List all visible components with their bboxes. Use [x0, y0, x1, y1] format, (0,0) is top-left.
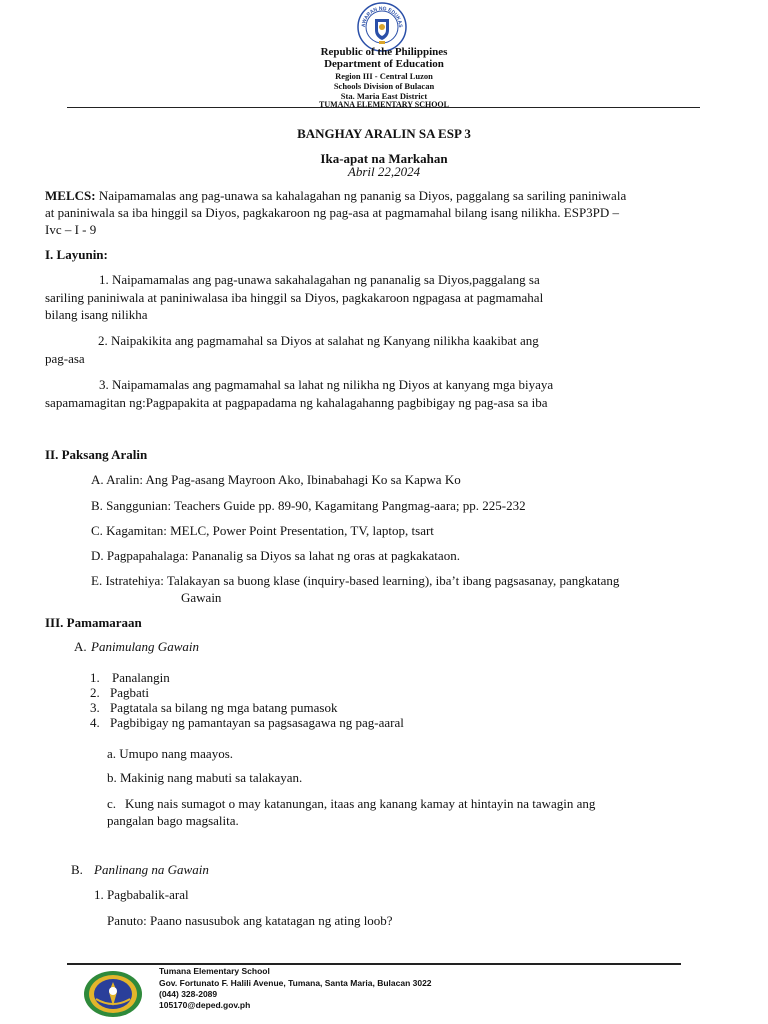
deped-seal-logo — [357, 2, 407, 52]
step-1-text: Panalangin — [112, 670, 170, 685]
melcs-label: MELCS: — [45, 188, 96, 203]
rule-a: a. Umupo nang maayos. — [107, 746, 234, 761]
rule-c-line-1: Kung nais sumagot o may katanungan, itaas ang kanang kamay at hintayin na tawagin ang — [125, 796, 596, 811]
header-district: Sta. Maria East District — [340, 91, 428, 101]
rule-c-line-2: pangalan bago magsalita. — [107, 813, 239, 828]
step-3-text: Pagtatala sa bilang ng mga batang pumasok — [110, 700, 338, 715]
header-republic: Republic of the Philippines — [320, 46, 448, 58]
header-region: Region III - Central Luzon — [335, 71, 433, 81]
footer-phone: (044) 328-2089 — [159, 989, 218, 999]
layunin-item-2-line-1: 2. Naipakikita ang pagmamahal sa Diyos at salahat ng Kanyang nilikha kaakibat ang — [98, 333, 539, 348]
panuto: Panuto: Paano nasusubok ang katatagan ng ating loob? — [107, 913, 393, 928]
paksang-aralin-b: B. Sanggunian: Teachers Guide pp. 89-90, Kagamitang Pangmag-aara; pp. 225-232 — [91, 498, 526, 513]
section-pamamaraan-heading: III. Pamamaraan — [45, 615, 142, 630]
header-divider — [67, 107, 700, 108]
paksang-aralin-a: A. Aralin: Ang Pag-asang Mayroon Ako, Ibinabahagi Ko sa Kapwa Ko — [91, 472, 461, 487]
melcs-line-2: at paniniwala sa iba hinggil sa Diyos, pagkakaroon ng pag-asa at pagmamahal bilang isang nilikha. ESP3PD – — [45, 205, 620, 220]
layunin-item-1-line-2: sariling paniniwala at paniniwalasa iba hinggil sa Diyos, pagkakaroon ngpagasa at pagmamahal — [45, 290, 544, 305]
layunin-item-1-line-1: 1. Naipamamalas ang pag-unawa sakahalagahan ng pananalig sa Diyos,paggalang sa — [99, 272, 540, 287]
melcs-text-1: Naipamamalas ang pag-unawa sa kahalagahan ng pananig sa Diyos, paggalang sa sariling paniniwala — [95, 188, 627, 203]
footer-address: Gov. Fortunato F. Halili Avenue, Tumana, Santa Maria, Bulacan 3022 — [159, 978, 432, 988]
step-1-number: 1. — [90, 670, 100, 685]
pamamaraan-a-title: Panimulang Gawain — [91, 639, 199, 654]
pagbabalik-aral: 1. Pagbabalik-aral — [94, 887, 189, 902]
lesson-date: Abril 22,2024 — [347, 164, 421, 179]
footer-school-name: Tumana Elementary School — [159, 966, 270, 976]
header-division: Schools Division of Bulacan — [333, 81, 435, 91]
section-layunin-heading: I. Layunin: — [45, 247, 108, 262]
step-3-number: 3. — [90, 700, 100, 715]
section-paksang-aralin-heading: II. Paksang Aralin — [45, 447, 148, 462]
paksang-aralin-e-line-1: E. Istratehiya: Talakayan sa buong klase (inquiry-based learning), iba’t ibang pagsasanay, pangkatang — [91, 573, 620, 588]
step-4-number: 4. — [90, 715, 100, 730]
school-logo — [82, 969, 144, 1019]
paksang-aralin-e-line-2: Gawain — [181, 590, 222, 605]
pamamaraan-b-label: B. — [71, 862, 83, 877]
rule-b: b. Makinig nang mabuti sa talakayan. — [107, 770, 303, 785]
header-department: Department of Education — [324, 58, 444, 70]
paksang-aralin-d: D. Pagpapahalaga: Pananalig sa Diyos sa lahat ng oras at pagkakataon. — [91, 548, 460, 563]
layunin-item-3-line-2: sapamamagitan ng:Pagpapakita at pagpapadama ng kahalagahanng pagbibigay ng pag-asa sa iba — [45, 395, 548, 410]
header-school: TUMANA ELEMENTARY SCHOOL — [319, 100, 449, 109]
melcs-line-3: Ivc – I - 9 — [45, 222, 97, 237]
step-4-text: Pagbibigay ng pamantayan sa pagsasagawa ng pag-aaral — [110, 715, 404, 730]
rule-c-label: c. — [107, 796, 117, 811]
paksang-aralin-c: C. Kagamitan: MELC, Power Point Presentation, TV, laptop, tsart — [91, 523, 434, 538]
lesson-title: BANGHAY ARALIN SA ESP 3 — [297, 126, 471, 141]
seal-text: AWARAN NG EDUKAS — [360, 5, 404, 28]
layunin-item-3-line-1: 3. Naipamamalas ang pagmamahal sa lahat ng nilikha ng Diyos at kanyang mga biyaya — [99, 377, 554, 392]
melcs-line-1 — [45, 187, 626, 204]
footer-email: 105170@deped.gov.ph — [159, 1000, 251, 1010]
footer-divider — [67, 963, 681, 965]
step-2-text: Pagbati — [110, 685, 149, 700]
pamamaraan-a-label: A. — [74, 639, 87, 654]
layunin-item-1-line-3: bilang isang nilikha — [45, 307, 148, 322]
pamamaraan-b-title: Panlinang na Gawain — [94, 862, 209, 877]
lesson-quarter: Ika-apat na Markahan — [320, 151, 448, 166]
layunin-item-2-line-2: pag-asa — [45, 351, 85, 366]
step-2-number: 2. — [90, 685, 100, 700]
